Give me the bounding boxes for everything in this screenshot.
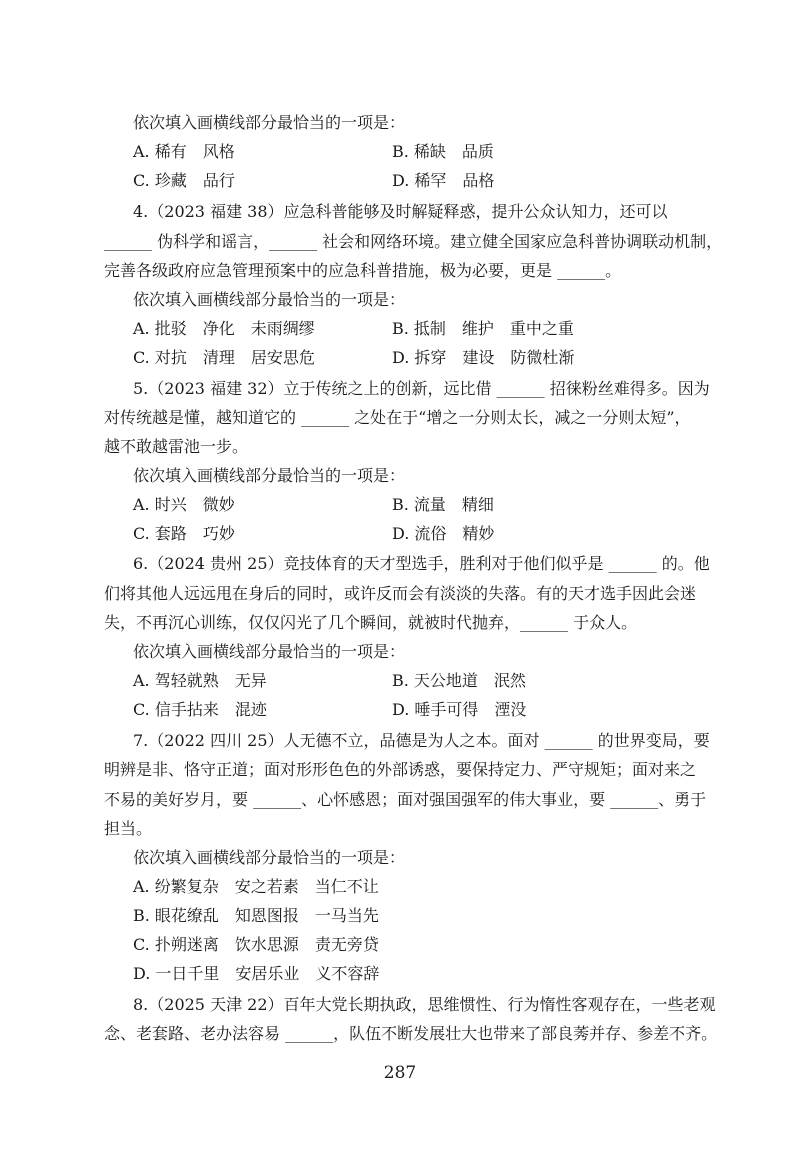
q8-stem-line-2: 念、老套路、老办法容易 ______，队伍不断发展壮大也带来了部良莠并存、参差不齐。 xyxy=(104,1024,718,1043)
q5-option-d: D. 流俗 精妙 xyxy=(392,524,495,543)
q3-prompt: 依次填入画横线部分最恰当的一项是： xyxy=(133,113,406,132)
q8-stem-line-1: 8.（2025 天津 22）百年大党长期执政，思维惯性、行为惰性客观存在，一些老观 xyxy=(133,995,716,1014)
q4-option-d: D. 拆穿 建设 防微杜渐 xyxy=(392,348,575,367)
q5-stem-line-3: 越不敢越雷池一步。 xyxy=(104,437,249,456)
q5-option-c: C. 套路 巧妙 xyxy=(133,524,235,543)
q4-option-a: A. 批驳 净化 未雨绸缪 xyxy=(133,319,315,338)
q7-stem-line-4: 担当。 xyxy=(104,819,153,838)
q4-stem-line-2: ______ 伪科学和谣言，______ 社会和网络环境。建立健全国家应急科普协调联动机制， xyxy=(104,232,723,251)
q7-stem-line-2: 明辨是非、恪守正道；面对形形色色的外部诱惑，要保持定力、严守规矩；面对来之 xyxy=(104,760,697,779)
q5-option-a: A. 时兴 微妙 xyxy=(133,495,235,514)
q7-option-d: D. 一日千里 安居乐业 义不容辞 xyxy=(133,964,380,983)
q4-option-c: C. 对抗 清理 居安思危 xyxy=(133,348,315,367)
q4-stem-line-3: 完善各级政府应急管理预案中的应急科普措施，极为必要，更是 ______。 xyxy=(104,261,622,280)
q7-option-b: B. 眼花缭乱 知恩图报 一马当先 xyxy=(133,906,379,925)
q6-option-c: C. 信手拈来 混迹 xyxy=(133,700,267,719)
q4-stem-line-1: 4.（2023 福建 38）应急科普能够及时解疑释惑，提升公众认知力，还可以 xyxy=(133,202,668,221)
q5-prompt: 依次填入画横线部分最恰当的一项是： xyxy=(133,466,406,485)
q6-option-d: D. 唾手可得 湮没 xyxy=(392,700,527,719)
q5-option-b: B. 流量 精细 xyxy=(392,495,494,514)
q7-option-a: A. 纷繁复杂 安之若素 当仁不让 xyxy=(133,877,379,896)
q6-stem-line-2: 们将其他人远远甩在身后的同时，或许反而会有淡淡的失落。有的天才选手因此会迷 xyxy=(104,584,697,603)
q6-prompt: 依次填入画横线部分最恰当的一项是： xyxy=(133,642,406,661)
q3-option-b: B. 稀缺 品质 xyxy=(392,142,494,161)
q3-option-a: A. 稀有 风格 xyxy=(133,142,235,161)
q6-option-b: B. 天公地道 泯然 xyxy=(392,671,526,690)
q5-stem-line-1: 5.（2023 福建 32）立于传统之上的创新，远比借 ______ 招徕粉丝难得多。因为 xyxy=(133,379,710,398)
page-number: 287 xyxy=(383,1063,417,1083)
q3-option-c: C. 珍藏 品行 xyxy=(133,171,235,190)
q7-prompt: 依次填入画横线部分最恰当的一项是： xyxy=(133,848,406,867)
q7-stem-line-3: 不易的美好岁月，要 ______、心怀感恩；面对强国强军的伟大事业，要 ______、勇于 xyxy=(104,790,707,809)
q3-option-d: D. 稀罕 品格 xyxy=(392,171,495,190)
q7-option-c: C. 扑朔迷离 饮水思源 责无旁贷 xyxy=(133,935,379,954)
q7-stem-line-1: 7.（2022 四川 25）人无德不立，品德是为人之本。面对 ______ 的世界变局，要 xyxy=(133,731,710,750)
q6-stem-line-3: 失，不再沉心训练，仅仅闪光了几个瞬间，就被时代抛弃，______ 于众人。 xyxy=(104,613,638,632)
q5-stem-line-2: 对传统越是懂，越知道它的 ______ 之处在于“增之一分则太长，减之一分则太短”， xyxy=(104,408,691,427)
q6-option-a: A. 驾轻就熟 无异 xyxy=(133,671,267,690)
q6-stem-line-1: 6.（2024 贵州 25）竞技体育的天才型选手，胜利对于他们似乎是 ______ 的。他 xyxy=(133,554,710,573)
q4-option-b: B. 抵制 维护 重中之重 xyxy=(392,319,574,338)
q4-prompt: 依次填入画横线部分最恰当的一项是： xyxy=(133,290,406,309)
